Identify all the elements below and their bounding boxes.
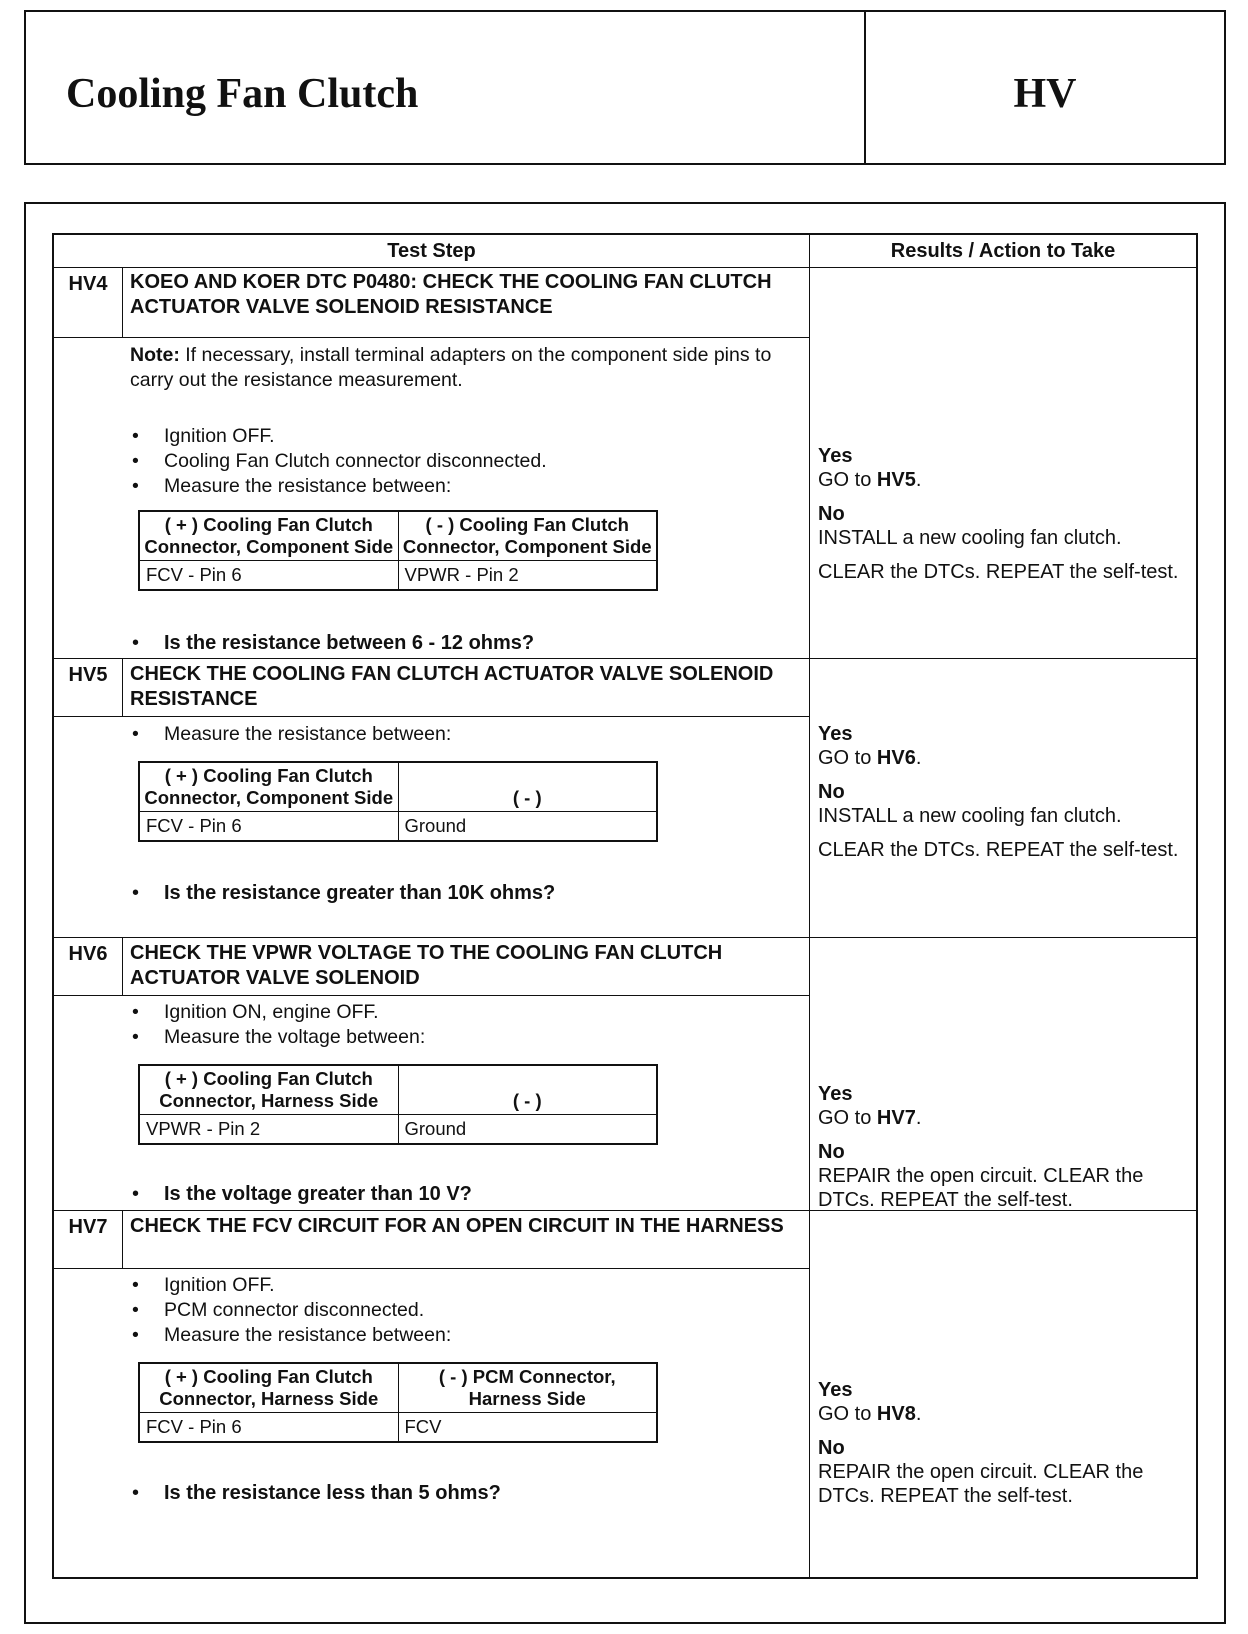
yes-label: Yes bbox=[818, 723, 853, 745]
step-id-border bbox=[122, 1210, 123, 1268]
note-label: Note: bbox=[130, 344, 180, 366]
results-header: Results / Action to Take bbox=[810, 235, 1196, 268]
yes-step-link[interactable]: HV7 bbox=[876, 1107, 916, 1129]
step-bullets bbox=[130, 1273, 790, 1348]
pin-table-cell-positive: FCV - Pin 6 bbox=[139, 812, 398, 842]
no-action: INSTALL a new cooling fan clutch. bbox=[818, 805, 1122, 827]
bullet-item: • PCM connector disconnected. bbox=[130, 1298, 790, 1323]
step-id-border bbox=[122, 658, 123, 716]
yes-step-link[interactable]: HV5 bbox=[876, 469, 916, 491]
no-action-2: CLEAR the DTCs. REPEAT the self-test. bbox=[818, 839, 1179, 861]
yes-action: GO to HV6. bbox=[818, 747, 922, 769]
step-title: CHECK THE VPWR VOLTAGE TO THE COOLING FAN CLUTCH ACTUATOR VALVE SOLENOID bbox=[130, 942, 723, 989]
step-title: CHECK THE COOLING FAN CLUTCH ACTUATOR VALVE SOLENOID RESISTANCE bbox=[130, 663, 774, 710]
no-label: No bbox=[818, 503, 845, 525]
step-divider bbox=[54, 937, 1196, 938]
yes-action: GO to HV8. bbox=[818, 1403, 922, 1425]
step-id: HV5 bbox=[68, 664, 108, 686]
pin-table bbox=[138, 1064, 658, 1145]
bullet-item: • Ignition OFF. bbox=[130, 424, 790, 449]
pin-table-cell-negative: Ground bbox=[398, 1115, 657, 1145]
pin-table bbox=[138, 1362, 658, 1443]
step-result bbox=[818, 444, 1188, 584]
column-divider bbox=[809, 235, 810, 1577]
note-text: If necessary, install terminal adapters on the component side pins to carry out the resistance measurement. bbox=[130, 344, 772, 391]
no-action: REPAIR the open circuit. CLEAR the DTCs. REPEAT the self-test. bbox=[818, 1461, 1144, 1507]
pin-table-header-positive: ( + ) Cooling Fan Clutch Connector, Component Side bbox=[139, 511, 398, 561]
bullet-item: • Measure the resistance between: bbox=[130, 474, 790, 499]
yes-label: Yes bbox=[818, 445, 853, 467]
yes-label: Yes bbox=[818, 1379, 853, 1401]
bullet-item: • Measure the resistance between: bbox=[130, 1323, 790, 1348]
step-title-divider bbox=[54, 716, 809, 717]
bullet-item: • Measure the voltage between: bbox=[130, 1025, 790, 1050]
bullet-item: • Ignition OFF. bbox=[130, 1273, 790, 1298]
step-divider bbox=[54, 658, 1196, 659]
pin-table-cell-positive: FCV - Pin 6 bbox=[139, 561, 398, 591]
step-title-divider bbox=[54, 1268, 809, 1269]
test-step-header: Test Step bbox=[54, 235, 809, 268]
step-bullets bbox=[130, 722, 790, 747]
pin-table-header-negative: ( - ) bbox=[398, 1065, 657, 1115]
no-action-2: CLEAR the DTCs. REPEAT the self-test. bbox=[818, 561, 1179, 583]
step-question: • Is the resistance between 6 - 12 ohms? bbox=[130, 631, 790, 656]
no-label: No bbox=[818, 781, 845, 803]
pin-table-header-negative: ( - ) PCM Connector, Harness Side bbox=[398, 1363, 657, 1413]
step-question: • Is the voltage greater than 10 V? bbox=[130, 1182, 790, 1207]
no-action: REPAIR the open circuit. CLEAR the DTCs. REPEAT the self-test. bbox=[818, 1165, 1144, 1211]
step-title: CHECK THE FCV CIRCUIT FOR AN OPEN CIRCUIT IN THE HARNESS bbox=[130, 1215, 784, 1237]
step-title-divider bbox=[54, 995, 809, 996]
pin-table-header-negative: ( - ) bbox=[398, 762, 657, 812]
step-bullets bbox=[130, 424, 790, 499]
pin-table-cell-negative: VPWR - Pin 2 bbox=[398, 561, 657, 591]
no-label: No bbox=[818, 1141, 845, 1163]
page-title: Cooling Fan Clutch bbox=[66, 71, 419, 117]
step-divider bbox=[54, 1210, 1196, 1211]
bullet-item: • Cooling Fan Clutch connector disconnected. bbox=[130, 449, 790, 474]
no-action: INSTALL a new cooling fan clutch. bbox=[818, 527, 1122, 549]
step-result bbox=[818, 1082, 1188, 1212]
pin-table bbox=[138, 510, 658, 591]
pin-table-cell-negative: Ground bbox=[398, 812, 657, 842]
step-id-border bbox=[122, 937, 123, 995]
step-result bbox=[818, 1378, 1188, 1508]
pin-table bbox=[138, 761, 658, 842]
step-id: HV4 bbox=[68, 273, 108, 295]
yes-step-link[interactable]: HV6 bbox=[876, 747, 916, 769]
step-bullets bbox=[130, 1000, 790, 1050]
pin-table-header-positive: ( + ) Cooling Fan Clutch Connector, Harness Side bbox=[139, 1065, 398, 1115]
step-id: HV6 bbox=[68, 943, 108, 965]
pin-table-cell-negative: FCV bbox=[398, 1413, 657, 1443]
yes-action: GO to HV5. bbox=[818, 469, 922, 491]
step-title: KOEO AND KOER DTC P0480: CHECK THE COOLING FAN CLUTCH ACTUATOR VALVE SOLENOID RESISTANCE bbox=[130, 271, 772, 318]
yes-action: GO to HV7. bbox=[818, 1107, 922, 1129]
step-id-border bbox=[122, 267, 123, 337]
bullet-item: • Ignition ON, engine OFF. bbox=[130, 1000, 790, 1025]
section-code: HV bbox=[1013, 71, 1077, 117]
pin-table-cell-positive: FCV - Pin 6 bbox=[139, 1413, 398, 1443]
pin-table-header-positive: ( + ) Cooling Fan Clutch Connector, Harness Side bbox=[139, 1363, 398, 1413]
page-header bbox=[24, 10, 1226, 165]
yes-label: Yes bbox=[818, 1083, 853, 1105]
step-note bbox=[130, 343, 790, 393]
no-label: No bbox=[818, 1437, 845, 1459]
pin-table-header-negative: ( - ) Cooling Fan Clutch Connector, Component Side bbox=[398, 511, 657, 561]
step-question: • Is the resistance less than 5 ohms? bbox=[130, 1481, 790, 1506]
pin-table-cell-positive: VPWR - Pin 2 bbox=[139, 1115, 398, 1145]
bullet-item: • Measure the resistance between: bbox=[130, 722, 790, 747]
step-question: • Is the resistance greater than 10K ohms? bbox=[130, 881, 790, 906]
step-id: HV7 bbox=[68, 1216, 108, 1238]
yes-step-link[interactable]: HV8 bbox=[876, 1403, 916, 1425]
diagnostic-table bbox=[52, 233, 1198, 1579]
step-title-divider bbox=[54, 337, 809, 338]
pin-table-header-positive: ( + ) Cooling Fan Clutch Connector, Component Side bbox=[139, 762, 398, 812]
step-result bbox=[818, 722, 1188, 862]
